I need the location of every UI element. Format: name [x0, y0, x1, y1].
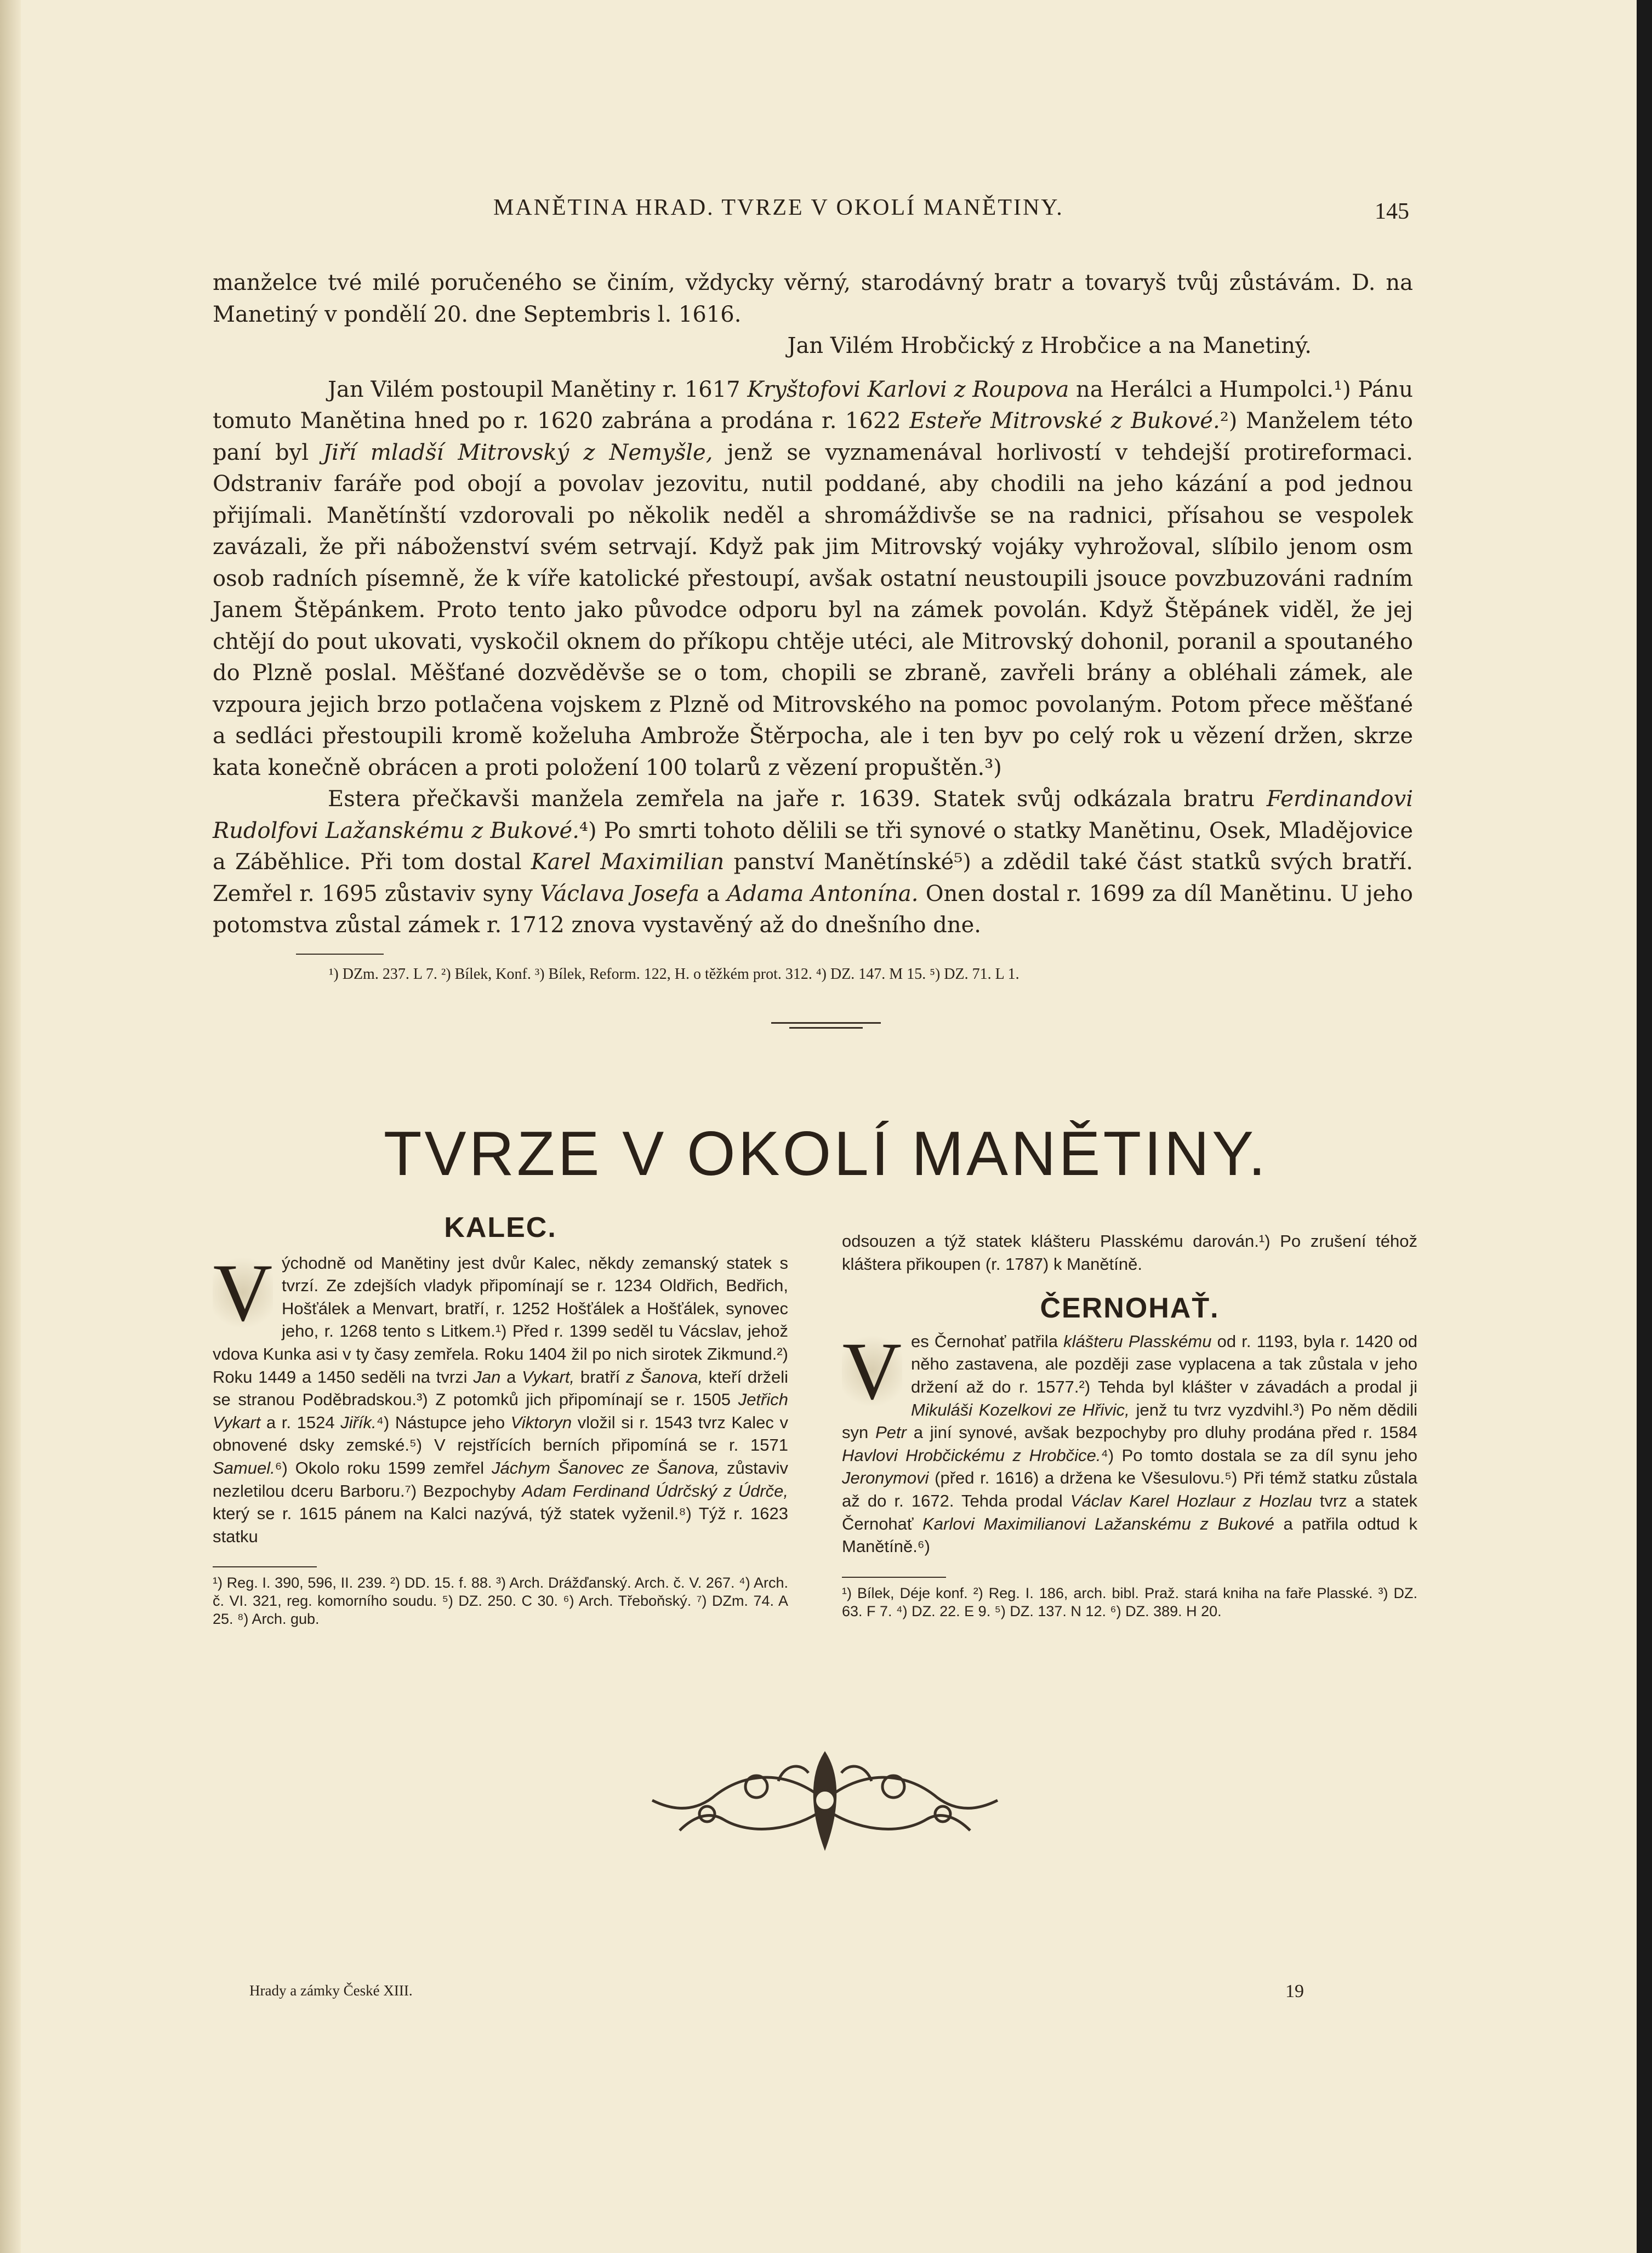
footnotes-kalec: ¹) Reg. I. 390, 596, II. 239. ²) DD. 15. f. 88. ³) Arch. Drážďanský. Arch. č. V. 267. ⁴) Arch. č. VI. 321, reg. komorního soudu. ⁵) DZ. 250. C 30. ⁶) Arch. Třeboňský. ⁷) DZm. 74. A 25. ⁸) Arch. gub.: [213, 1575, 788, 1628]
text-run: ⁴) Po smrti tohoto dělili se tři synové o statky Manětinu, Osek, Mladějovice a Záběhlice. Při tom dostal: [213, 818, 1413, 875]
heading-kalec: KALEC.: [444, 1212, 557, 1244]
footnote-rule: [296, 954, 384, 955]
footnotes-kalec-block: [213, 1566, 788, 1628]
italic-name: Havlovi Hrobčickému z Hrobčice.: [842, 1445, 1101, 1465]
italic-name: Václava Josefa: [540, 881, 700, 906]
text-run: bratří: [574, 1367, 626, 1387]
text-run: ⁶) Okolo roku 1599 zemřel: [275, 1458, 492, 1478]
heading-cernohat: ČERNOHAŤ.: [1040, 1292, 1220, 1325]
italic-name: Kryštofovi Karlovi z Roupova: [747, 377, 1069, 402]
italic-name: Jan: [473, 1367, 501, 1387]
text-run: jenž se vyznamenával horlivostí v tehdejší protireformaci. Odstraniv faráře pod obojí a povolav jezovitu, nutil poddané, aby chodili na jeho kázání a pod jednou přijímali. Manětínští vzdorovali po několik neděl a shromáždivše se na radnici, přísahou se vespolek zavázali, že při náboženství svém setrvají. Když pak jim Mitrovský vojáky vyhrožoval, slíbilo jenom osm osob radních písemně, že k víře katolické přestoupí, avšak ostatní neustoupili jsouce povzbuzováni radním Janem Štěpánkem. Proto tento jako původce odporu byl na zámek povolán. Když Štěpánek viděl, že jej chtějí do pout ukovati, vyskočil oknem do příkopu chtěje utéci, ale Mitrovský dohonil, poranil a spoutaného do Plzně poslal. Měšťané dozvěděvše se o tom, chopili se zbraně, zavřeli brány a obléhali zámek, ale vzpoura jejich brzo potlačena vojskem z Plzně od Mitrovského na pomoc povolaným. Potom přece měšťané a sedláci přestoupili kromě koželuha Ambrože Štěrpocha, ale i ten byv po celý rok u vězení držen, skrze kata konečně obrácen a proti položení 100 tolarů z vězení propuštěn.³): [213, 440, 1413, 780]
italic-name: z Šanova,: [625, 1367, 703, 1387]
text-run: a r. 1524: [260, 1412, 341, 1432]
italic-name: Jiřík.: [340, 1412, 377, 1432]
text-run: ýchodně od Manětiny jest dvůr Kalec, někdy zemanský statek s tvrzí. Ze zdejších vladyk připomínají se r. 1234 Oldřich, Bedřich, Hošťálek a Menvart, bratří, r. 1252 Hošťálek a Hošťálek, synovec jeho, r. 1268 tento s Litkem.¹) Před r. 1399 seděl tu Vácslav, jehož vdova Kunka asi v ty časy zemřela. Roku 1404 žil po nich sirotek Zikmund.²) Roku 1449 a 1450 seděli na tvrzi: [213, 1253, 788, 1387]
italic-name: Samuel.: [213, 1458, 275, 1478]
italic-name: Jetřich Vykart: [213, 1390, 788, 1432]
text-run: a: [500, 1367, 522, 1387]
paragraph-kalec-continued: odsouzen a týž statek klášteru Plasskému darován.¹) Po zrušení téhož kláštera přikoupen (r. 1787) k Manětíně.: [842, 1231, 1417, 1274]
footnote-rule: [842, 1577, 946, 1578]
italic-name: Václav Karel Hozlaur z Hozlau: [1070, 1491, 1312, 1510]
main-text-block: [213, 267, 1413, 942]
text-run: ⁴) Nástupce jeho: [376, 1412, 511, 1432]
section-title: TVRZE V OKOLÍ MANĚTINY.: [383, 1119, 1269, 1189]
paragraph-estera: [213, 784, 1413, 942]
italic-name: Adama Antonína.: [727, 881, 919, 906]
divider-rule: [789, 1027, 863, 1029]
footnotes-cernohat-block: [842, 1577, 1417, 1621]
text-run: který se r. 1615 pánem na Kalci nazývá, týž statek vyženil.⁸) Týž r. 1623 statku: [213, 1504, 788, 1546]
paragraph-kalec: [213, 1247, 789, 1548]
footnotes-top: ¹) DZm. 237. L 7. ²) Bílek, Konf. ³) Bílek, Reform. 122, H. o těžkém prot. 312. ⁴) DZ. 147. M 15. ⁵) DZ. 71. L 1.: [329, 966, 1019, 983]
italic-name: Esteře Mitrovské z Bukové.: [909, 408, 1220, 434]
ornament-vignette: [647, 1748, 1003, 1852]
text-run: tvrz a statek Černohať: [842, 1491, 1417, 1533]
italic-name: Mikuláši Kozelkovi ze Hřivic,: [911, 1400, 1130, 1419]
paragraph-letter-ending: manželce tvé milé poručeného se činím, vždycky věrný, starodávný bratr a tovaryš tvůj zůstávám. D. na Manetiný v pondělí 20. dne Septembris l. 1616.: [213, 270, 1413, 327]
italic-name: Ferdinandovi Rudolfovi Lažanskému z Bukové.: [213, 786, 1413, 843]
text-run: es Černohať patřila: [911, 1331, 1064, 1351]
text-run: a: [699, 881, 727, 906]
text-run: vložil si r. 1543 tvrz Kalec v obnovené dsky zemské.⁵) V rejstřících berních připomíná se r. 1571: [213, 1412, 788, 1455]
text-run: Jan Vilém postoupil Manětiny r. 1617: [328, 377, 748, 402]
dropcap-v: V: [213, 1247, 273, 1338]
column-cernohat: [842, 1230, 1417, 1621]
italic-name: Adam Ferdinand Údrčský z Údrče,: [522, 1481, 789, 1501]
italic-name: Jiří mladší Mitrovský z Nemyšle,: [323, 440, 713, 465]
paragraph-mitrovsky: [213, 374, 1413, 784]
text-run: a patřila odtud k Manětíně.⁶): [842, 1514, 1417, 1556]
text-run: zůstaviv nezletilou dceru Barboru.⁷) Bezpochyby: [213, 1458, 788, 1501]
letter-signature: Jan Vilém Hrobčický z Hrobčice a na Manetiný.: [787, 333, 1312, 358]
footer-signature-mark: 19: [1285, 1981, 1304, 2001]
text-run: a jiní synové, avšak bezpochyby pro dluhy prodána před r. 1584: [906, 1423, 1417, 1442]
footnote-rule: [213, 1566, 317, 1567]
italic-name: Viktoryn: [510, 1412, 572, 1432]
dropcap-v: V: [842, 1325, 902, 1417]
paragraph-cernohat: [842, 1325, 1417, 1558]
italic-name: Petr: [875, 1423, 907, 1442]
footnotes-cernohat: ¹) Bílek, Déje konf. ²) Reg. I. 186, arch. bibl. Praž. stará kniha na faře Plasské. ³) DZ. 63. F 7. ⁴) DZ. 22. E 9. ⁵) DZ. 137. N 12. ⁶) DZ. 389. H 20.: [842, 1584, 1417, 1619]
column-kalec: [213, 1212, 789, 1628]
text-run: ⁴) Po tomto dostala se za díl synu jeho: [1101, 1445, 1417, 1465]
text-run: panství Manětínské⁵) a zdědil také část statků svých bratří. Zemřel r. 1695 zůstaviv syny: [213, 849, 1413, 906]
text-run: kteří drželi se stranou Poděbradskou.³) Z potomků jich připomínají se r. 1505: [213, 1367, 788, 1410]
italic-name: Jeronymovi: [842, 1468, 929, 1488]
running-title: MANĚTINA HRAD. TVRZE V OKOLÍ MANĚTINY.: [493, 195, 1064, 220]
italic-name: Jáchym Šanovec ze Šanova,: [491, 1458, 720, 1478]
page-number: 145: [1375, 199, 1409, 224]
italic-name: klášteru Plasskému: [1063, 1331, 1212, 1351]
text-run: Estera přečkavši manžela zemřela na jaře r. 1639. Statek svůj odkázala bratru: [328, 786, 1267, 812]
italic-name: Karlovi Maximilianovi Lažanskému z Bukové: [922, 1514, 1274, 1533]
text-run: Onen dostal r. 1699 za díl Manětinu. U jeho potomstva zůstal zámek r. 1712 znova vystavěný až do dnešního dne.: [213, 881, 1414, 938]
text-run: na Herálci a Humpolci.¹) Pánu tomuto Manětina hned po r. 1620 zabrána a prodána r. 1622: [213, 377, 1413, 434]
italic-name: Vykart,: [522, 1367, 575, 1387]
italic-name: Karel Maximilian: [531, 849, 725, 875]
footer-series-title: Hrady a zámky České XIII.: [249, 1982, 413, 1999]
text-run: od r. 1193, byla r. 1420 od něho zastavena, ale později zase vyplacena a tak zůstala v jeho držení až do r. 1577.²) Tehda byl klášter v závadách a prodal ji: [911, 1331, 1417, 1396]
text-run: ²) Manželem této paní byl: [213, 408, 1413, 465]
text-run: (před r. 1616) a držena ke Všesulovu.⁵) Při témž statku zůstala až do r. 1672. Tehda prodal: [842, 1468, 1417, 1510]
text-run: jenž tu tvrz vyzdvihl.³) Po něm dědili syn: [842, 1400, 1417, 1442]
divider-rule: [771, 1022, 881, 1024]
